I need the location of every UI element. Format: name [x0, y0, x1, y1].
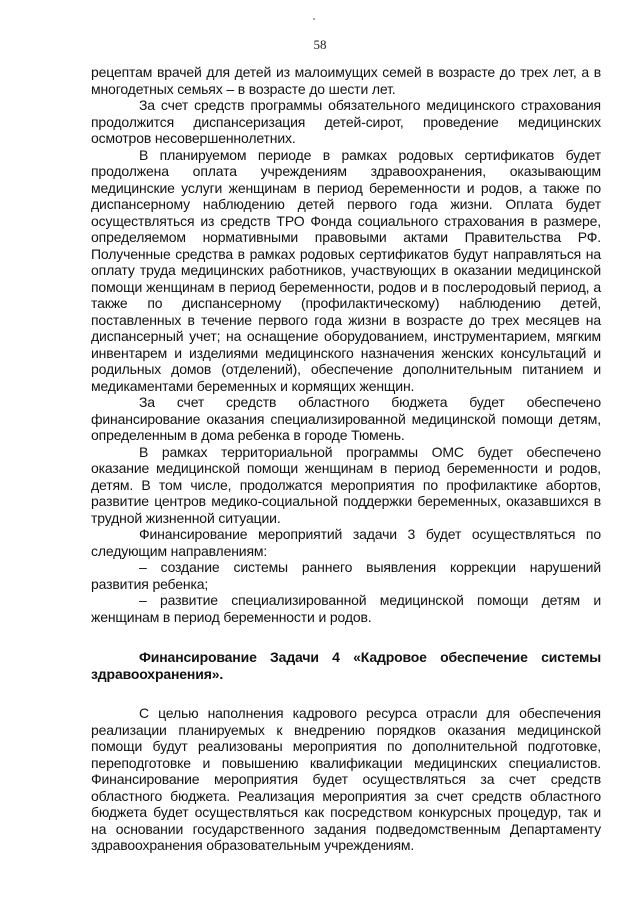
list-item-early-detection: – создание системы раннего выявления коррекции нарушений развития ребенка; [91, 559, 601, 592]
document-body [91, 64, 601, 854]
paragraph-oms-dispensary: За счет средств программы обязательного медицинского страхования продолжится диспансеризация детей-сирот, проведение медицинских осмотров несовершеннолетних. [91, 97, 601, 146]
section-heading-task4: Финансирование Задачи 4 «Кадровое обеспечение системы здравоохранения». [91, 649, 601, 682]
paragraph-territorial-oms: В рамках территориальной программы ОМС будет обеспечено оказание медицинской помощи женщинам в период беременности и родов, детям. В том числе, продолжатся мероприятия по профилактике абортов, развитие центров медико-социальной поддержки беременных, оказавшихся в трудной жизненной ситуации. [91, 443, 601, 526]
list-item-specialized-care: – развитие специализированной медицинской помощи детям и женщинам в период беременности и родов. [91, 592, 601, 625]
page-number: 58 [313, 37, 327, 52]
paragraph-continuation: рецептам врачей для детей из малоимущих семей в возрасте до трех лет, а в многодетных семьях – в возрасте до шести лет. [91, 64, 601, 97]
paragraph-personnel-training: С целью наполнения кадрового ресурса отрасли для обеспечения реализации планируемых к внедрению порядков оказания медицинской помощи будут реализованы мероприятия по дополнительной подготовке, переподготовке и повышению квалификации медицинских специалистов. Финансирование мероприятия будет осуществляться за счет средств областного бюджета. Реализация мероприятия за счет средств областного бюджета будет осуществляться как посредством конкурсных процедур, так и на основании государственного задания подведомственным Департаменту здравоохранения образовательным учреждениям. [91, 705, 601, 853]
paragraph-regional-budget: За счет средств областного бюджета будет обеспечено финансирование оказания специализированной медицинской помощи детям, определенным в дома ребенка в городе Тюмень. [91, 394, 601, 443]
paragraph-birth-certificates: В планируемом периоде в рамках родовых сертификатов будет продолжена оплата учреждениям здравоохранения, оказывающим медицинские услуги женщинам в период беременности и родов, а также по диспансерному наблюдению детей первого года жизни. Оплата будет осуществляться из средств ТРО Фонда социального страхования в размере, определяемом нормативными правовыми актами Правительства РФ. Полученные средства в рамках родовых сертификатов будут направляться на оплату труда медицинских работников, участвующих в оказании медицинской помощи женщинам в период беременности, родов и в послеродовый период, а также по диспансерному (профилактическому) наблюдению детей, поставленных в течение первого года жизни в возрасте до трех месяцев на диспансерный учет; на оснащение оборудованием, инструментарием, мягким инвентарем и изделиями медицинского назначения женских консультаций и родильных домов (отделений), обеспечение дополнительным питанием и медикаментами беременных и кормящих женщин. [91, 146, 601, 394]
paragraph-task3-financing: Финансирование мероприятий задачи 3 будет осуществляться по следующим направлениям: [91, 526, 601, 559]
scan-speck [313, 18, 315, 20]
